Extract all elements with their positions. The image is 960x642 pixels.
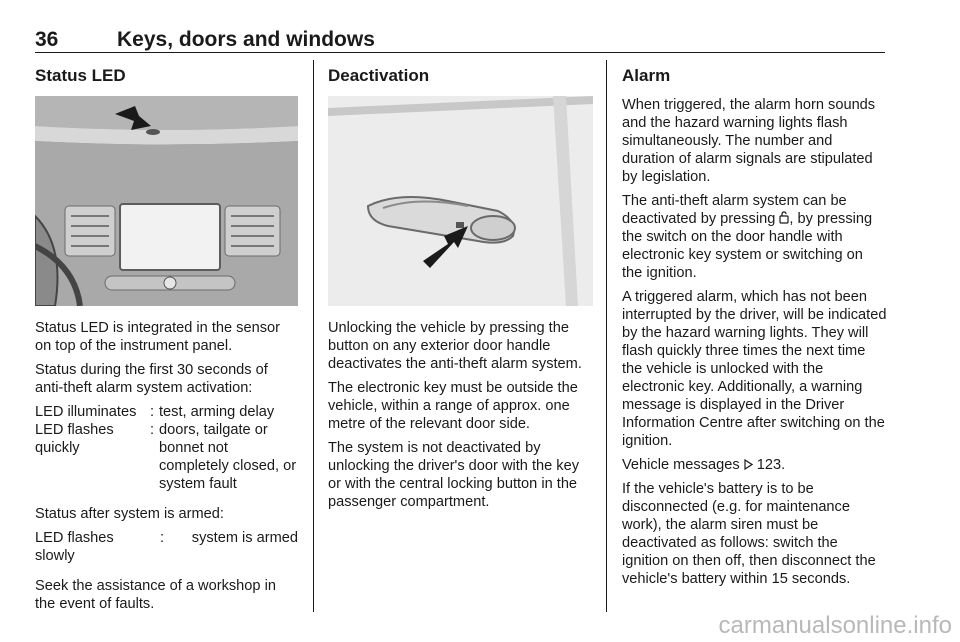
- page-number: 36: [35, 28, 59, 51]
- table-row: [35, 529, 298, 565]
- table-colon: :: [149, 404, 155, 420]
- column-alarm: [622, 64, 887, 594]
- table-term: LED illuminates: [35, 404, 137, 420]
- vehicle-messages-reference: [622, 456, 887, 474]
- status-led-description: Status LED is integrated in the sensor on top of the instrument panel.: [35, 320, 280, 354]
- alarm-deactivation: [622, 192, 887, 282]
- status-first-30-seconds: Status during the first 30 seconds of anti-theft alarm system activation:: [35, 362, 268, 396]
- deactivation-not-deactivated: The system is not deactivated by unlocking the driver's door with the key or with the central locking button in the passenger compartment.: [328, 440, 580, 510]
- alarm-triggered: When triggered, the alarm horn sounds and the hazard warning lights flash simultaneously. The number and duration of alarm signals are stipulated by legislation.: [622, 97, 876, 185]
- workshop-assistance-note: Seek the assistance of a workshop in the event of faults.: [35, 578, 276, 612]
- text-span: .: [781, 457, 786, 473]
- unlock-key-icon: [779, 211, 789, 224]
- column-divider-2: [606, 60, 607, 612]
- battery-disconnect-note: If the vehicle's battery is to be disconnected (e.g. for maintenance work), the alarm siren must be deactivated as follows: switch the ignition on then off, then disconnect the vehicle's battery within 15 seconds.: [622, 481, 876, 587]
- status-table-activation: [35, 403, 298, 493]
- table-description: test, arming delay: [159, 404, 275, 420]
- status-after-armed: Status after system is armed:: [35, 506, 224, 522]
- header-rule: [35, 52, 885, 53]
- dashboard-led-illustration: [35, 96, 298, 306]
- table-colon: :: [159, 530, 165, 546]
- watermark: carmanualsonline.info: [718, 612, 952, 639]
- deactivation-key-range: The electronic key must be outside the vehicle, within a range of approx. one metre of the relevant door side.: [328, 380, 578, 432]
- alarm-not-interrupted: A triggered alarm, which has not been interrupted by the driver, will be indicated by the hazard warning lights. They will flash quickly three times the next time the vehicle is unlocked with the electronic key. Additionally, a warning message is displayed in the Driver Information Centre after switching on the ignition.: [622, 289, 887, 449]
- chapter-title: Keys, doors and windows: [117, 28, 375, 51]
- page-reference-arrow-icon: [744, 459, 753, 470]
- column-status-led: [35, 64, 298, 619]
- section-heading-status-led: Status LED: [35, 66, 126, 85]
- table-row: [35, 403, 298, 421]
- section-heading-deactivation: Deactivation: [328, 66, 430, 85]
- table-description: doors, tailgate or bonnet not completely closed, or system fault: [159, 422, 297, 492]
- page-reference-number[interactable]: 123: [756, 457, 782, 473]
- table-term: LED flashes slowly: [35, 530, 114, 564]
- deactivation-unlocking: Unlocking the vehicle by pressing the button on any exterior door handle deactivates the anti-theft alarm system.: [328, 320, 582, 372]
- section-heading-alarm: Alarm: [622, 66, 671, 85]
- table-row: [35, 421, 298, 493]
- door-handle-illustration: [328, 96, 593, 306]
- text-span: The anti-theft alarm system can be deactivated by pressing: [622, 193, 847, 227]
- text-span: , by pressing the switch on the door handle with electronic key system or switching on the ignition.: [622, 211, 873, 281]
- column-divider-1: [313, 60, 314, 612]
- status-table-armed: [35, 529, 298, 565]
- table-description: system is armed: [191, 530, 298, 546]
- page-header: [35, 28, 885, 52]
- table-term: LED flashes quickly: [35, 422, 114, 456]
- column-deactivation: [328, 64, 593, 517]
- text-span: Vehicle messages: [622, 457, 744, 473]
- table-colon: :: [149, 422, 155, 438]
